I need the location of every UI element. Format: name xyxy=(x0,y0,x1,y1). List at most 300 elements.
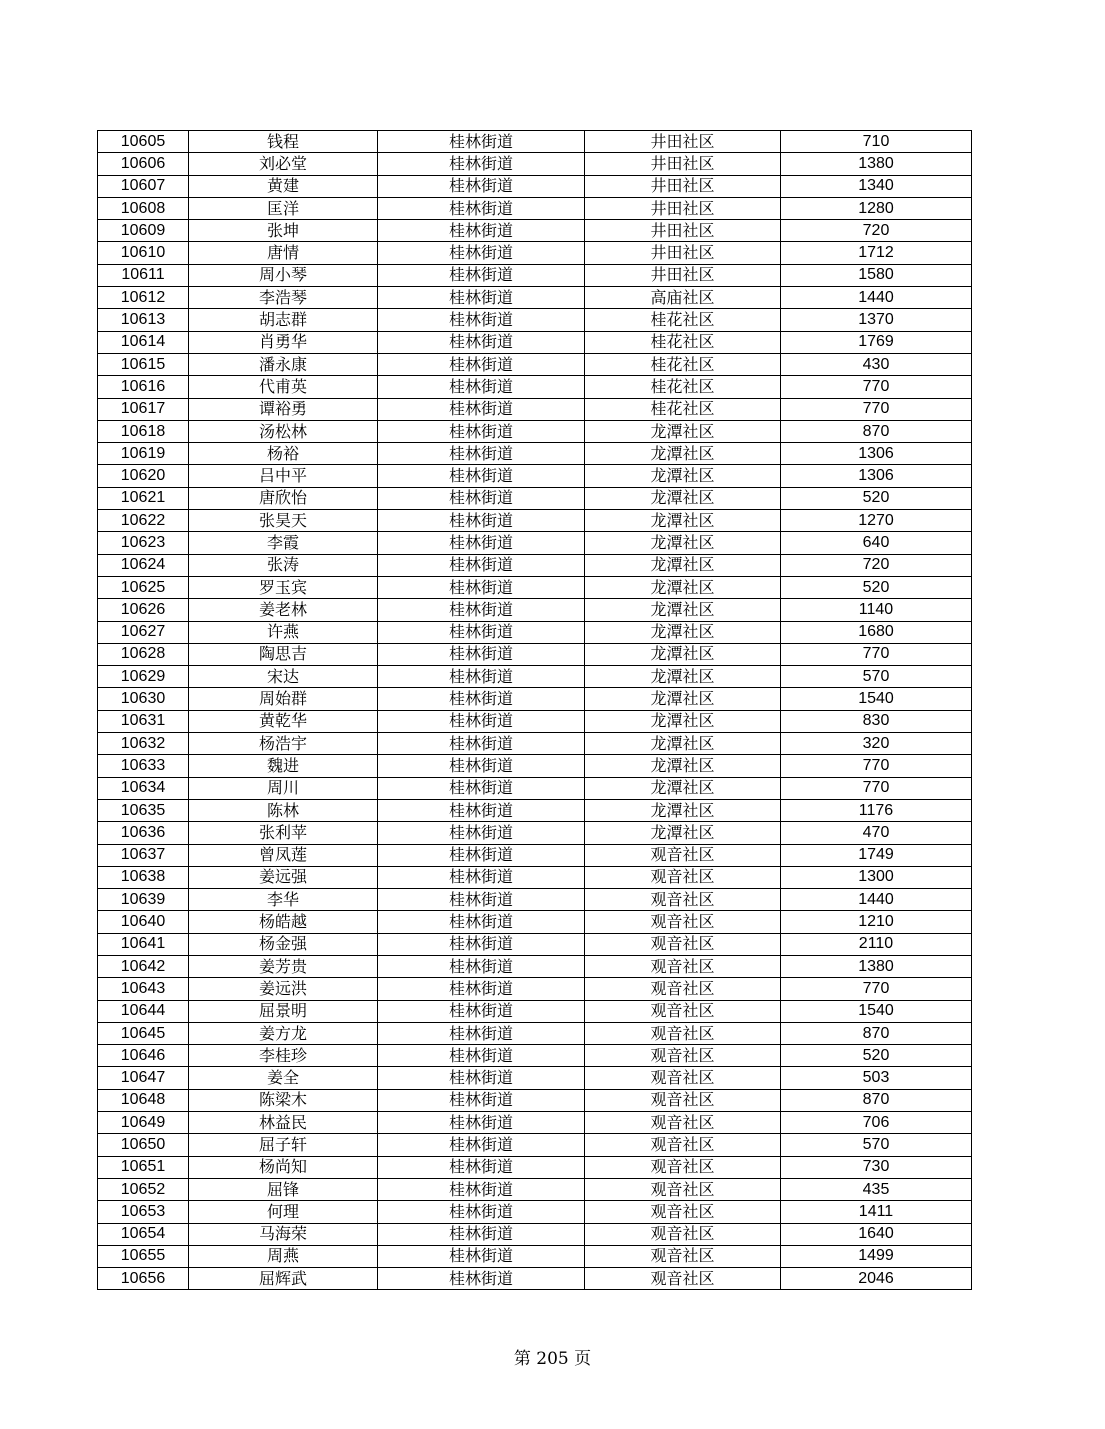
row-id-cell: 10613 xyxy=(98,309,189,331)
community-cell: 观音社区 xyxy=(585,1268,781,1290)
community-cell: 井田社区 xyxy=(585,153,781,175)
table-row xyxy=(98,1112,972,1134)
row-id-cell: 10651 xyxy=(98,1156,189,1178)
table-row xyxy=(98,755,972,777)
street-cell: 桂林街道 xyxy=(378,420,585,442)
street-cell: 桂林街道 xyxy=(378,465,585,487)
community-cell: 龙潭社区 xyxy=(585,822,781,844)
name-cell: 屈辉武 xyxy=(189,1268,378,1290)
table-row xyxy=(98,1067,972,1089)
name-cell: 李浩琴 xyxy=(189,287,378,309)
street-cell: 桂林街道 xyxy=(378,487,585,509)
name-cell: 何理 xyxy=(189,1201,378,1223)
amount-cell: 720 xyxy=(781,554,972,576)
street-cell: 桂林街道 xyxy=(378,978,585,1000)
street-cell: 桂林街道 xyxy=(378,1178,585,1200)
row-id-cell: 10619 xyxy=(98,443,189,465)
street-cell: 桂林街道 xyxy=(378,1134,585,1156)
name-cell: 匡洋 xyxy=(189,197,378,219)
community-cell: 观音社区 xyxy=(585,889,781,911)
street-cell: 桂林街道 xyxy=(378,1067,585,1089)
name-cell: 刘必堂 xyxy=(189,153,378,175)
name-cell: 李霞 xyxy=(189,532,378,554)
name-cell: 代甫英 xyxy=(189,376,378,398)
street-cell: 桂林街道 xyxy=(378,643,585,665)
table-row xyxy=(98,376,972,398)
name-cell: 唐欣怡 xyxy=(189,487,378,509)
name-cell: 周始群 xyxy=(189,688,378,710)
name-cell: 张利苹 xyxy=(189,822,378,844)
row-id-cell: 10641 xyxy=(98,933,189,955)
amount-cell: 770 xyxy=(781,978,972,1000)
name-cell: 马海荣 xyxy=(189,1223,378,1245)
name-cell: 李华 xyxy=(189,889,378,911)
row-id-cell: 10626 xyxy=(98,599,189,621)
street-cell: 桂林街道 xyxy=(378,755,585,777)
table-row xyxy=(98,220,972,242)
community-cell: 龙潭社区 xyxy=(585,487,781,509)
name-cell: 姜方龙 xyxy=(189,1022,378,1044)
street-cell: 桂林街道 xyxy=(378,844,585,866)
row-id-cell: 10632 xyxy=(98,733,189,755)
street-cell: 桂林街道 xyxy=(378,621,585,643)
row-id-cell: 10635 xyxy=(98,799,189,821)
row-id-cell: 10650 xyxy=(98,1134,189,1156)
amount-cell: 520 xyxy=(781,576,972,598)
amount-cell: 1176 xyxy=(781,799,972,821)
amount-cell: 2046 xyxy=(781,1268,972,1290)
community-cell: 龙潭社区 xyxy=(585,465,781,487)
name-cell: 杨金强 xyxy=(189,933,378,955)
community-cell: 观音社区 xyxy=(585,1134,781,1156)
amount-cell: 1306 xyxy=(781,443,972,465)
amount-cell: 1210 xyxy=(781,911,972,933)
amount-cell: 770 xyxy=(781,376,972,398)
amount-cell: 1712 xyxy=(781,242,972,264)
name-cell: 屈景明 xyxy=(189,1000,378,1022)
amount-cell: 1440 xyxy=(781,889,972,911)
amount-cell: 720 xyxy=(781,220,972,242)
row-id-cell: 10656 xyxy=(98,1268,189,1290)
amount-cell: 1440 xyxy=(781,287,972,309)
table-row xyxy=(98,933,972,955)
street-cell: 桂林街道 xyxy=(378,398,585,420)
community-cell: 观音社区 xyxy=(585,1045,781,1067)
table-row xyxy=(98,978,972,1000)
community-cell: 龙潭社区 xyxy=(585,643,781,665)
table-row xyxy=(98,487,972,509)
street-cell: 桂林街道 xyxy=(378,576,585,598)
street-cell: 桂林街道 xyxy=(378,242,585,264)
row-id-cell: 10633 xyxy=(98,755,189,777)
name-cell: 许燕 xyxy=(189,621,378,643)
name-cell: 林益民 xyxy=(189,1112,378,1134)
table-row xyxy=(98,1268,972,1290)
amount-cell: 1680 xyxy=(781,621,972,643)
row-id-cell: 10621 xyxy=(98,487,189,509)
table-row xyxy=(98,197,972,219)
amount-cell: 770 xyxy=(781,777,972,799)
community-cell: 龙潭社区 xyxy=(585,777,781,799)
community-cell: 观音社区 xyxy=(585,1178,781,1200)
street-cell: 桂林街道 xyxy=(378,376,585,398)
row-id-cell: 10639 xyxy=(98,889,189,911)
row-id-cell: 10605 xyxy=(98,131,189,153)
table-row xyxy=(98,1134,972,1156)
community-cell: 井田社区 xyxy=(585,197,781,219)
community-cell: 桂花社区 xyxy=(585,331,781,353)
table-row xyxy=(98,710,972,732)
amount-cell: 870 xyxy=(781,1089,972,1111)
amount-cell: 770 xyxy=(781,398,972,420)
row-id-cell: 10654 xyxy=(98,1223,189,1245)
table-row xyxy=(98,844,972,866)
name-cell: 钱程 xyxy=(189,131,378,153)
community-cell: 观音社区 xyxy=(585,1223,781,1245)
name-cell: 周川 xyxy=(189,777,378,799)
table-row xyxy=(98,1201,972,1223)
row-id-cell: 10636 xyxy=(98,822,189,844)
community-cell: 龙潭社区 xyxy=(585,755,781,777)
table-row xyxy=(98,1178,972,1200)
amount-cell: 1306 xyxy=(781,465,972,487)
amount-cell: 520 xyxy=(781,1045,972,1067)
row-id-cell: 10610 xyxy=(98,242,189,264)
community-cell: 龙潭社区 xyxy=(585,733,781,755)
table-row xyxy=(98,1022,972,1044)
table-row xyxy=(98,554,972,576)
community-cell: 观音社区 xyxy=(585,933,781,955)
name-cell: 宋达 xyxy=(189,666,378,688)
amount-cell: 1300 xyxy=(781,866,972,888)
amount-cell: 1380 xyxy=(781,955,972,977)
community-cell: 高庙社区 xyxy=(585,287,781,309)
table-row xyxy=(98,866,972,888)
row-id-cell: 10627 xyxy=(98,621,189,643)
street-cell: 桂林街道 xyxy=(378,131,585,153)
community-cell: 井田社区 xyxy=(585,175,781,197)
community-cell: 龙潭社区 xyxy=(585,710,781,732)
row-id-cell: 10628 xyxy=(98,643,189,665)
table-row xyxy=(98,532,972,554)
row-id-cell: 10623 xyxy=(98,532,189,554)
row-id-cell: 10638 xyxy=(98,866,189,888)
street-cell: 桂林街道 xyxy=(378,1201,585,1223)
community-cell: 桂花社区 xyxy=(585,309,781,331)
table-row xyxy=(98,889,972,911)
row-id-cell: 10649 xyxy=(98,1112,189,1134)
amount-cell: 1411 xyxy=(781,1201,972,1223)
row-id-cell: 10645 xyxy=(98,1022,189,1044)
amount-cell: 1499 xyxy=(781,1245,972,1267)
amount-cell: 570 xyxy=(781,1134,972,1156)
community-cell: 井田社区 xyxy=(585,220,781,242)
name-cell: 魏进 xyxy=(189,755,378,777)
table-row xyxy=(98,1000,972,1022)
amount-cell: 1340 xyxy=(781,175,972,197)
table-row xyxy=(98,510,972,532)
row-id-cell: 10607 xyxy=(98,175,189,197)
amount-cell: 1540 xyxy=(781,1000,972,1022)
community-cell: 龙潭社区 xyxy=(585,599,781,621)
community-cell: 观音社区 xyxy=(585,866,781,888)
community-cell: 井田社区 xyxy=(585,131,781,153)
name-cell: 张昊天 xyxy=(189,510,378,532)
community-cell: 观音社区 xyxy=(585,955,781,977)
row-id-cell: 10642 xyxy=(98,955,189,977)
amount-cell: 435 xyxy=(781,1178,972,1200)
row-id-cell: 10630 xyxy=(98,688,189,710)
community-cell: 桂花社区 xyxy=(585,353,781,375)
row-id-cell: 10655 xyxy=(98,1245,189,1267)
table-row xyxy=(98,1245,972,1267)
name-cell: 姜芳贵 xyxy=(189,955,378,977)
community-cell: 龙潭社区 xyxy=(585,532,781,554)
name-cell: 潘永康 xyxy=(189,353,378,375)
community-cell: 龙潭社区 xyxy=(585,621,781,643)
street-cell: 桂林街道 xyxy=(378,889,585,911)
community-cell: 观音社区 xyxy=(585,978,781,1000)
community-cell: 观音社区 xyxy=(585,1022,781,1044)
name-cell: 周燕 xyxy=(189,1245,378,1267)
table-row xyxy=(98,309,972,331)
street-cell: 桂林街道 xyxy=(378,599,585,621)
name-cell: 李桂珍 xyxy=(189,1045,378,1067)
amount-cell: 1769 xyxy=(781,331,972,353)
name-cell: 陶思吉 xyxy=(189,643,378,665)
street-cell: 桂林街道 xyxy=(378,309,585,331)
community-cell: 观音社区 xyxy=(585,911,781,933)
amount-cell: 430 xyxy=(781,353,972,375)
table-row xyxy=(98,599,972,621)
street-cell: 桂林街道 xyxy=(378,666,585,688)
street-cell: 桂林街道 xyxy=(378,799,585,821)
community-cell: 桂花社区 xyxy=(585,398,781,420)
street-cell: 桂林街道 xyxy=(378,264,585,286)
street-cell: 桂林街道 xyxy=(378,1000,585,1022)
table-row xyxy=(98,287,972,309)
amount-cell: 870 xyxy=(781,1022,972,1044)
name-cell: 姜远洪 xyxy=(189,978,378,1000)
community-cell: 龙潭社区 xyxy=(585,510,781,532)
name-cell: 张坤 xyxy=(189,220,378,242)
amount-cell: 640 xyxy=(781,532,972,554)
street-cell: 桂林街道 xyxy=(378,197,585,219)
street-cell: 桂林街道 xyxy=(378,933,585,955)
community-cell: 井田社区 xyxy=(585,242,781,264)
table-row xyxy=(98,643,972,665)
community-cell: 龙潭社区 xyxy=(585,443,781,465)
street-cell: 桂林街道 xyxy=(378,1223,585,1245)
table-row xyxy=(98,465,972,487)
amount-cell: 706 xyxy=(781,1112,972,1134)
community-cell: 观音社区 xyxy=(585,1112,781,1134)
community-cell: 龙潭社区 xyxy=(585,554,781,576)
row-id-cell: 10622 xyxy=(98,510,189,532)
amount-cell: 730 xyxy=(781,1156,972,1178)
name-cell: 杨裕 xyxy=(189,443,378,465)
community-cell: 观音社区 xyxy=(585,1089,781,1111)
name-cell: 肖勇华 xyxy=(189,331,378,353)
street-cell: 桂林街道 xyxy=(378,1089,585,1111)
row-id-cell: 10625 xyxy=(98,576,189,598)
table-row xyxy=(98,688,972,710)
name-cell: 汤松林 xyxy=(189,420,378,442)
row-id-cell: 10608 xyxy=(98,197,189,219)
table-row xyxy=(98,777,972,799)
name-cell: 谭裕勇 xyxy=(189,398,378,420)
amount-cell: 1540 xyxy=(781,688,972,710)
table-row xyxy=(98,420,972,442)
street-cell: 桂林街道 xyxy=(378,1112,585,1134)
name-cell: 屈子轩 xyxy=(189,1134,378,1156)
row-id-cell: 10640 xyxy=(98,911,189,933)
row-id-cell: 10616 xyxy=(98,376,189,398)
table-row xyxy=(98,621,972,643)
row-id-cell: 10611 xyxy=(98,264,189,286)
table-row xyxy=(98,666,972,688)
amount-cell: 770 xyxy=(781,755,972,777)
street-cell: 桂林街道 xyxy=(378,532,585,554)
street-cell: 桂林街道 xyxy=(378,287,585,309)
amount-cell: 1370 xyxy=(781,309,972,331)
amount-cell: 1749 xyxy=(781,844,972,866)
table-row xyxy=(98,331,972,353)
row-id-cell: 10644 xyxy=(98,1000,189,1022)
table-row xyxy=(98,1089,972,1111)
table-row xyxy=(98,1223,972,1245)
amount-cell: 320 xyxy=(781,733,972,755)
name-cell: 屈锋 xyxy=(189,1178,378,1200)
community-cell: 观音社区 xyxy=(585,1156,781,1178)
name-cell: 黄乾华 xyxy=(189,710,378,732)
street-cell: 桂林街道 xyxy=(378,554,585,576)
street-cell: 桂林街道 xyxy=(378,443,585,465)
amount-cell: 710 xyxy=(781,131,972,153)
table-row xyxy=(98,822,972,844)
table-row xyxy=(98,242,972,264)
amount-cell: 2110 xyxy=(781,933,972,955)
table-body xyxy=(98,131,972,1290)
row-id-cell: 10631 xyxy=(98,710,189,732)
amount-cell: 830 xyxy=(781,710,972,732)
name-cell: 张涛 xyxy=(189,554,378,576)
amount-cell: 470 xyxy=(781,822,972,844)
street-cell: 桂林街道 xyxy=(378,331,585,353)
name-cell: 周小琴 xyxy=(189,264,378,286)
community-cell: 龙潭社区 xyxy=(585,420,781,442)
name-cell: 罗玉宾 xyxy=(189,576,378,598)
name-cell: 陈林 xyxy=(189,799,378,821)
street-cell: 桂林街道 xyxy=(378,1022,585,1044)
table-row xyxy=(98,264,972,286)
row-id-cell: 10606 xyxy=(98,153,189,175)
street-cell: 桂林街道 xyxy=(378,911,585,933)
name-cell: 姜全 xyxy=(189,1067,378,1089)
table-row xyxy=(98,353,972,375)
row-id-cell: 10624 xyxy=(98,554,189,576)
name-cell: 吕中平 xyxy=(189,465,378,487)
name-cell: 姜远强 xyxy=(189,866,378,888)
amount-cell: 870 xyxy=(781,420,972,442)
table-row xyxy=(98,153,972,175)
amount-cell: 1380 xyxy=(781,153,972,175)
table-row xyxy=(98,1156,972,1178)
row-id-cell: 10634 xyxy=(98,777,189,799)
name-cell: 胡志群 xyxy=(189,309,378,331)
street-cell: 桂林街道 xyxy=(378,822,585,844)
community-cell: 观音社区 xyxy=(585,1201,781,1223)
amount-cell: 1270 xyxy=(781,510,972,532)
row-id-cell: 10653 xyxy=(98,1201,189,1223)
table-row xyxy=(98,733,972,755)
row-id-cell: 10615 xyxy=(98,353,189,375)
street-cell: 桂林街道 xyxy=(378,220,585,242)
street-cell: 桂林街道 xyxy=(378,777,585,799)
name-cell: 杨皓越 xyxy=(189,911,378,933)
amount-cell: 503 xyxy=(781,1067,972,1089)
street-cell: 桂林街道 xyxy=(378,1245,585,1267)
table-row xyxy=(98,955,972,977)
amount-cell: 570 xyxy=(781,666,972,688)
community-cell: 观音社区 xyxy=(585,1245,781,1267)
street-cell: 桂林街道 xyxy=(378,688,585,710)
street-cell: 桂林街道 xyxy=(378,1045,585,1067)
street-cell: 桂林街道 xyxy=(378,866,585,888)
table-row xyxy=(98,131,972,153)
street-cell: 桂林街道 xyxy=(378,1268,585,1290)
row-id-cell: 10643 xyxy=(98,978,189,1000)
data-table xyxy=(97,130,972,1290)
table-row xyxy=(98,576,972,598)
name-cell: 唐情 xyxy=(189,242,378,264)
name-cell: 陈梁木 xyxy=(189,1089,378,1111)
name-cell: 杨浩宇 xyxy=(189,733,378,755)
name-cell: 黄建 xyxy=(189,175,378,197)
street-cell: 桂林街道 xyxy=(378,153,585,175)
community-cell: 桂花社区 xyxy=(585,376,781,398)
row-id-cell: 10647 xyxy=(98,1067,189,1089)
community-cell: 龙潭社区 xyxy=(585,666,781,688)
amount-cell: 1280 xyxy=(781,197,972,219)
row-id-cell: 10609 xyxy=(98,220,189,242)
amount-cell: 520 xyxy=(781,487,972,509)
street-cell: 桂林街道 xyxy=(378,733,585,755)
table-row xyxy=(98,443,972,465)
table-row xyxy=(98,398,972,420)
row-id-cell: 10620 xyxy=(98,465,189,487)
street-cell: 桂林街道 xyxy=(378,353,585,375)
name-cell: 姜老林 xyxy=(189,599,378,621)
street-cell: 桂林街道 xyxy=(378,955,585,977)
row-id-cell: 10652 xyxy=(98,1178,189,1200)
amount-cell: 770 xyxy=(781,643,972,665)
table-row xyxy=(98,799,972,821)
table-row xyxy=(98,911,972,933)
row-id-cell: 10646 xyxy=(98,1045,189,1067)
amount-cell: 1580 xyxy=(781,264,972,286)
row-id-cell: 10618 xyxy=(98,420,189,442)
amount-cell: 1640 xyxy=(781,1223,972,1245)
table-row xyxy=(98,175,972,197)
street-cell: 桂林街道 xyxy=(378,1156,585,1178)
street-cell: 桂林街道 xyxy=(378,175,585,197)
row-id-cell: 10614 xyxy=(98,331,189,353)
amount-cell: 1140 xyxy=(781,599,972,621)
row-id-cell: 10629 xyxy=(98,666,189,688)
community-cell: 观音社区 xyxy=(585,844,781,866)
street-cell: 桂林街道 xyxy=(378,710,585,732)
